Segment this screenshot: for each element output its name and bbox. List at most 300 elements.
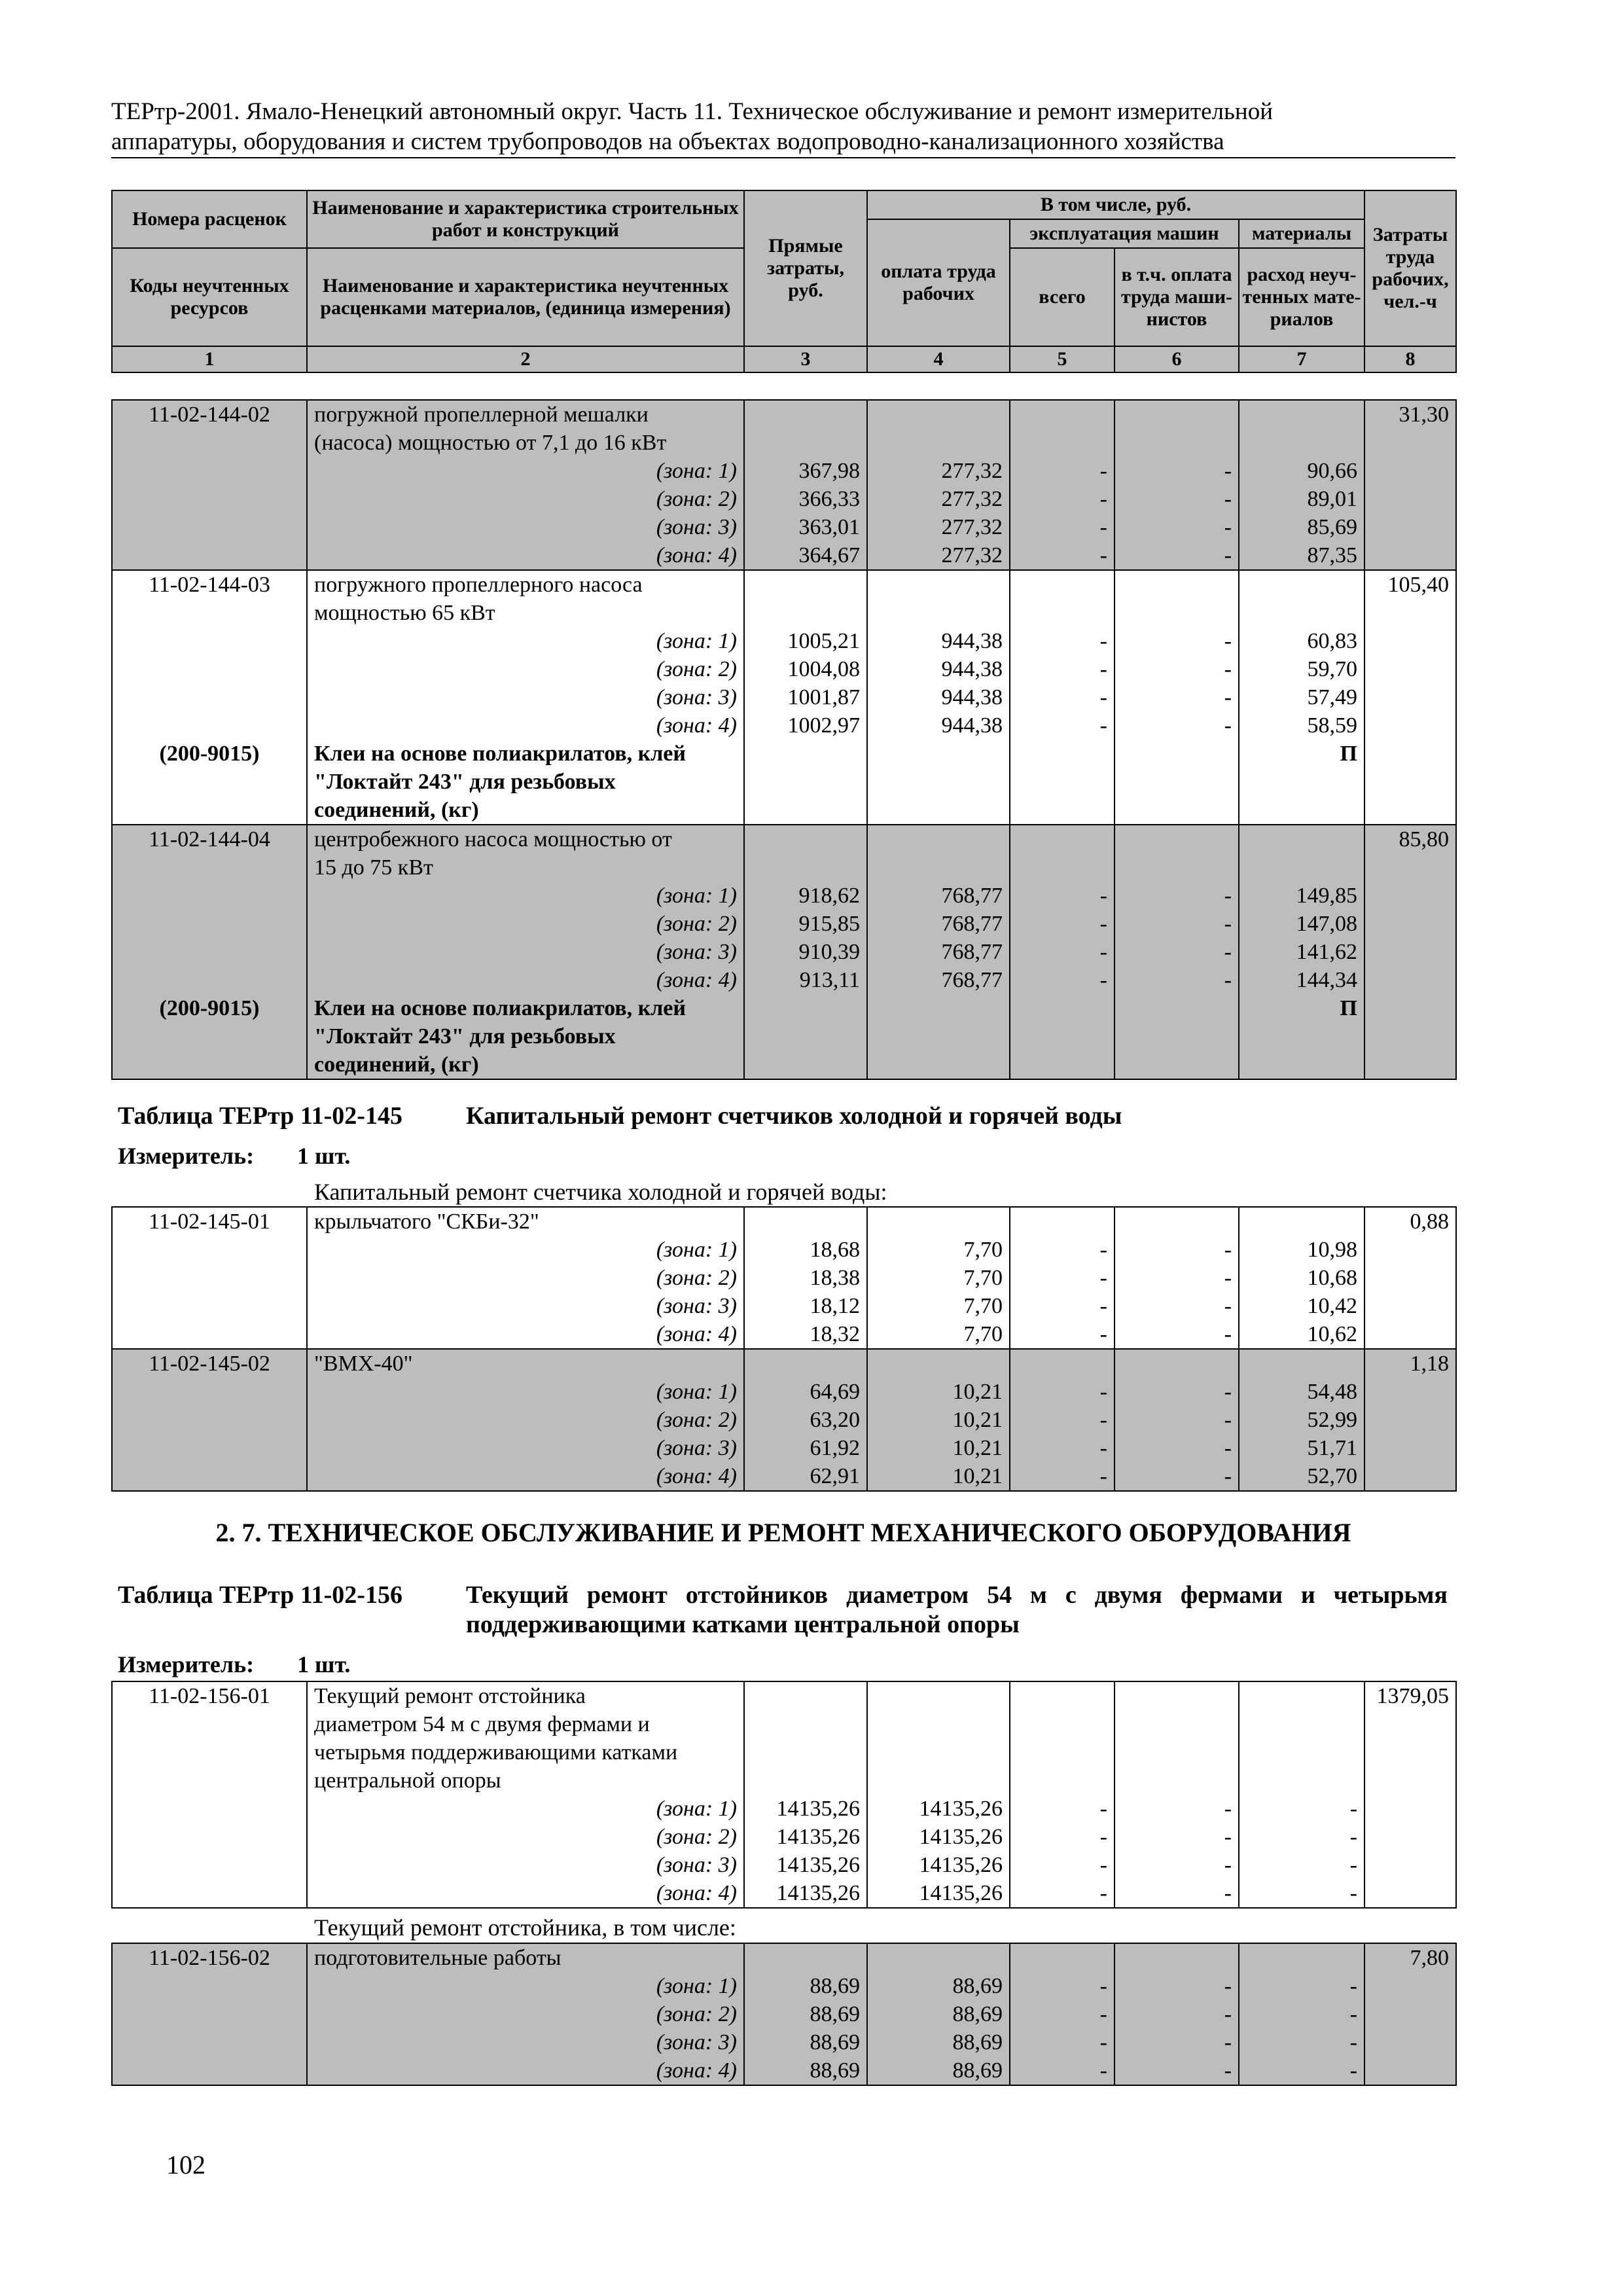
worker-wage: 277,32	[867, 485, 1010, 513]
col4-header: оплата труда рабочих	[867, 219, 1010, 346]
rate-name: центробежного насоса мощностью от	[307, 825, 744, 853]
materials-cost: 60,83	[1239, 627, 1364, 655]
table-row	[112, 1681, 1456, 1710]
machinist-wage: -	[1115, 655, 1239, 683]
col7-header: расход неуч-тенных мате-риалов	[1239, 248, 1364, 346]
zone-label: (зона: 1)	[307, 1795, 744, 1823]
col-number-6: 6	[1115, 346, 1239, 372]
machines-total: -	[1010, 1972, 1115, 2000]
materials-cost: 58,59	[1239, 711, 1364, 740]
zone-row	[112, 1462, 1456, 1491]
rate-code: 11-02-144-03	[112, 570, 307, 599]
machines-total: -	[1010, 1378, 1115, 1406]
zone-label: (зона: 3)	[307, 1851, 744, 1879]
table-row	[112, 1943, 1456, 1972]
rate-11-02-144-04	[112, 825, 1456, 1079]
table-row	[112, 400, 1456, 429]
worker-wage: 10,21	[867, 1406, 1010, 1434]
rate-name: подготовительные работы	[307, 1943, 744, 1972]
zone-label: (зона: 4)	[307, 966, 744, 994]
worker-wage: 768,77	[867, 938, 1010, 966]
direct-cost: 14135,26	[744, 1851, 867, 1879]
materials-cost: 144,34	[1239, 966, 1364, 994]
col2-top-header: Наименование и характеристика строительных работ и конструкций	[307, 190, 744, 248]
zone-row	[112, 1972, 1456, 2000]
zone-row	[112, 655, 1456, 683]
rate-name: мощностью 65 кВт	[307, 599, 744, 627]
materials-cost: -	[1239, 2000, 1364, 2028]
materials-cost: 52,99	[1239, 1406, 1364, 1434]
machinist-wage: -	[1115, 1264, 1239, 1292]
zone-label: (зона: 1)	[307, 882, 744, 910]
materials-cost: 57,49	[1239, 683, 1364, 711]
direct-cost: 367,98	[744, 457, 867, 485]
machines-total: -	[1010, 1851, 1115, 1879]
zone-row	[112, 2028, 1456, 2056]
rate-11-02-156-02	[112, 1943, 1456, 2085]
machines-total: -	[1010, 711, 1115, 740]
machinist-wage: -	[1115, 541, 1239, 570]
resource-row	[112, 768, 1456, 796]
table-row	[112, 1767, 1456, 1795]
rate-code: 11-02-156-01	[112, 1681, 307, 1710]
zone-label: (зона: 4)	[307, 711, 744, 740]
materials-cost: 85,69	[1239, 513, 1364, 541]
table-156-measure-label: Измеритель:	[118, 1651, 255, 1677]
table-145-measure-value: 1 шт.	[297, 1143, 351, 1169]
worker-wage: 768,77	[867, 882, 1010, 910]
worker-wage: 88,69	[867, 2056, 1010, 2085]
direct-cost: 62,91	[744, 1462, 867, 1491]
worker-wage: 14135,26	[867, 1823, 1010, 1851]
resource-name: "Локтайт 243" для резьбовых	[307, 768, 744, 796]
zone-row	[112, 1851, 1456, 1879]
worker-wage: 944,38	[867, 683, 1010, 711]
direct-cost: 915,85	[744, 910, 867, 938]
col-number-4: 4	[867, 346, 1010, 372]
col6-header: в т.ч. оплата труда маши-нистов	[1115, 248, 1239, 346]
materials-cost: -	[1239, 1795, 1364, 1823]
direct-cost: 88,69	[744, 1972, 867, 2000]
col8-header: Затраты труда рабочих, чел.-ч	[1364, 190, 1456, 346]
worker-wage: 88,69	[867, 2028, 1010, 2056]
materials-cost: 87,35	[1239, 541, 1364, 570]
machinist-wage: -	[1115, 1795, 1239, 1823]
labor-cost: 1,18	[1364, 1349, 1456, 1378]
direct-cost: 61,92	[744, 1434, 867, 1462]
machines-total: -	[1010, 2000, 1115, 2028]
labor-cost: 85,80	[1364, 825, 1456, 853]
machinist-wage: -	[1115, 1972, 1239, 2000]
machinist-wage: -	[1115, 1320, 1239, 1349]
materials-cost: -	[1239, 2028, 1364, 2056]
labor-cost: 7,80	[1364, 1943, 1456, 1972]
zone-row	[112, 2056, 1456, 2085]
zone-label: (зона: 1)	[307, 457, 744, 485]
table-156-measure-value: 1 шт.	[297, 1651, 351, 1677]
direct-cost: 14135,26	[744, 1823, 867, 1851]
machinist-wage: -	[1115, 457, 1239, 485]
col1-bottom-header: Коды неучтенных ресурсов	[112, 248, 307, 346]
worker-wage: 14135,26	[867, 1795, 1010, 1823]
group-header: В том числе, руб.	[867, 190, 1364, 219]
table-145-body	[111, 1206, 1457, 1492]
table-156-part-2	[111, 1943, 1457, 2086]
materials-cost: 54,48	[1239, 1378, 1364, 1406]
worker-wage: 768,77	[867, 966, 1010, 994]
machines-total: -	[1010, 1795, 1115, 1823]
zone-row	[112, 1795, 1456, 1823]
machinist-wage: -	[1115, 1406, 1239, 1434]
machinist-wage: -	[1115, 938, 1239, 966]
rate-name: центральной опоры	[307, 1767, 744, 1795]
labor-cost: 105,40	[1364, 570, 1456, 599]
machinist-wage: -	[1115, 1292, 1239, 1320]
direct-cost: 88,69	[744, 2056, 867, 2085]
machinist-wage: -	[1115, 910, 1239, 938]
zone-label: (зона: 1)	[307, 1378, 744, 1406]
machinist-wage: -	[1115, 1434, 1239, 1462]
direct-cost: 88,69	[744, 2028, 867, 2056]
zone-label: (зона: 4)	[307, 1879, 744, 1908]
direct-cost: 363,01	[744, 513, 867, 541]
zone-row	[112, 457, 1456, 485]
machinist-wage: -	[1115, 1462, 1239, 1491]
resource-code: (200-9015)	[112, 994, 307, 1022]
zone-row	[112, 1236, 1456, 1264]
col-number-8: 8	[1364, 346, 1456, 372]
zone-row	[112, 966, 1456, 994]
zone-row	[112, 1378, 1456, 1406]
zone-label: (зона: 1)	[307, 1236, 744, 1264]
table-row	[112, 1738, 1456, 1767]
running-header	[111, 97, 1453, 157]
zone-row	[112, 910, 1456, 938]
rate-11-02-145-01	[112, 1207, 1456, 1349]
resource-name: "Локтайт 243" для резьбовых	[307, 1022, 744, 1050]
direct-cost: 18,38	[744, 1264, 867, 1292]
table-156-caption-left: Таблица ТЕРтр 11-02-156	[118, 1581, 402, 1609]
resource-name: соединений, (кг)	[307, 796, 744, 825]
zone-label: (зона: 3)	[307, 683, 744, 711]
machinist-wage: -	[1115, 882, 1239, 910]
machines-total: -	[1010, 485, 1115, 513]
materials-cost: 10,68	[1239, 1264, 1364, 1292]
table-row	[112, 825, 1456, 853]
machines-total: -	[1010, 966, 1115, 994]
resource-name: Клеи на основе полиакрилатов, клей	[307, 740, 744, 768]
zone-label: (зона: 4)	[307, 1462, 744, 1491]
machinist-wage: -	[1115, 711, 1239, 740]
col3-header: Прямые затраты, руб.	[744, 190, 867, 346]
rate-name: диаметром 54 м с двумя фермами и	[307, 1710, 744, 1738]
machines-total: -	[1010, 1292, 1115, 1320]
rate-11-02-145-02	[112, 1349, 1456, 1491]
zone-row	[112, 1292, 1456, 1320]
machines-total: -	[1010, 910, 1115, 938]
direct-cost: 18,12	[744, 1292, 867, 1320]
direct-cost: 14135,26	[744, 1795, 867, 1823]
direct-cost: 918,62	[744, 882, 867, 910]
machines-total: -	[1010, 1320, 1115, 1349]
zone-label: (зона: 2)	[307, 1823, 744, 1851]
table-row	[112, 1207, 1456, 1236]
machinist-wage: -	[1115, 1851, 1239, 1879]
zone-row	[112, 2000, 1456, 2028]
labor-cost: 31,30	[1364, 400, 1456, 429]
rate-code: 11-02-156-02	[112, 1943, 307, 1972]
resource-mark: П	[1239, 994, 1364, 1022]
materials-cost: -	[1239, 1879, 1364, 1908]
zone-row	[112, 1823, 1456, 1851]
zone-row	[112, 683, 1456, 711]
materials-cost: -	[1239, 1823, 1364, 1851]
resource-row	[112, 1050, 1456, 1079]
resource-code: (200-9015)	[112, 740, 307, 768]
machinist-wage: -	[1115, 627, 1239, 655]
machines-total: -	[1010, 1879, 1115, 1908]
zone-row	[112, 1406, 1456, 1434]
rate-name: "ВМХ-40"	[307, 1349, 744, 1378]
header-rule	[111, 157, 1455, 158]
table-row	[112, 853, 1456, 882]
materials-cost: 147,08	[1239, 910, 1364, 938]
rate-name: Текущий ремонт отстойника	[307, 1681, 744, 1710]
header-line-2: аппаратуры, оборудования и систем трубопроводов на объектах водопроводно-канализационного хозяйства	[111, 128, 1224, 155]
materials-cost: -	[1239, 2056, 1364, 2085]
table-156-caption-right-line-1: Текущий ремонт отстойников диаметром 54 м с двумя фермами и четырьмя	[466, 1581, 1448, 1609]
direct-cost: 88,69	[744, 2000, 867, 2028]
materials-cost: 51,71	[1239, 1434, 1364, 1462]
rate-code: 11-02-145-01	[112, 1207, 307, 1236]
worker-wage: 7,70	[867, 1264, 1010, 1292]
machinist-wage: -	[1115, 2056, 1239, 2085]
machines-total: -	[1010, 2056, 1115, 2085]
machines-total: -	[1010, 1434, 1115, 1462]
rate-11-02-144-03	[112, 570, 1456, 825]
rate-name: погружного пропеллерного насоса	[307, 570, 744, 599]
col-number-7: 7	[1239, 346, 1364, 372]
rate-code: 11-02-144-04	[112, 825, 307, 853]
resource-name: Клеи на основе полиакрилатов, клей	[307, 994, 744, 1022]
materials-cost: 141,62	[1239, 938, 1364, 966]
table-row	[112, 429, 1456, 457]
worker-wage: 768,77	[867, 910, 1010, 938]
table-row	[112, 599, 1456, 627]
worker-wage: 14135,26	[867, 1851, 1010, 1879]
resource-row	[112, 994, 1456, 1022]
table-144-body	[111, 399, 1457, 1080]
direct-cost: 1001,87	[744, 683, 867, 711]
direct-cost: 1005,21	[744, 627, 867, 655]
direct-cost: 366,33	[744, 485, 867, 513]
worker-wage: 277,32	[867, 541, 1010, 570]
resource-row	[112, 796, 1456, 825]
col-number-3: 3	[744, 346, 867, 372]
materials-cost: 10,98	[1239, 1236, 1364, 1264]
machinist-wage: -	[1115, 1879, 1239, 1908]
rate-name: четырьмя поддерживающими катками	[307, 1738, 744, 1767]
rate-name: погружной пропеллерной мешалки	[307, 400, 744, 429]
worker-wage: 10,21	[867, 1462, 1010, 1491]
materials-cost: -	[1239, 1851, 1364, 1879]
zone-row	[112, 938, 1456, 966]
resource-mark: П	[1239, 740, 1364, 768]
materials-cost: 90,66	[1239, 457, 1364, 485]
machines-total: -	[1010, 457, 1115, 485]
resource-row	[112, 1022, 1456, 1050]
machinist-wage: -	[1115, 2000, 1239, 2028]
direct-cost: 1002,97	[744, 711, 867, 740]
materials-cost: 10,42	[1239, 1292, 1364, 1320]
col-number-5: 5	[1010, 346, 1115, 372]
column-header-table	[111, 190, 1457, 373]
machines-total: -	[1010, 627, 1115, 655]
machines-total: -	[1010, 938, 1115, 966]
col-number-2: 2	[307, 346, 744, 372]
table-row	[112, 570, 1456, 599]
machinist-wage: -	[1115, 2028, 1239, 2056]
table-156-subhead: Текущий ремонт отстойника, в том числе:	[314, 1914, 736, 1941]
worker-wage: 944,38	[867, 655, 1010, 683]
table-row	[112, 1349, 1456, 1378]
materials-cost: 89,01	[1239, 485, 1364, 513]
zone-row	[112, 1879, 1456, 1908]
machines-total: -	[1010, 1406, 1115, 1434]
table-145-caption-left: Таблица ТЕРтр 11-02-145	[118, 1102, 402, 1130]
machines-total: -	[1010, 882, 1115, 910]
machinist-wage: -	[1115, 1823, 1239, 1851]
direct-cost: 1004,08	[744, 655, 867, 683]
worker-wage: 10,21	[867, 1434, 1010, 1462]
zone-row	[112, 485, 1456, 513]
machines-total: -	[1010, 541, 1115, 570]
table-row	[112, 1710, 1456, 1738]
direct-cost: 63,20	[744, 1406, 867, 1434]
materials-cost: 10,62	[1239, 1320, 1364, 1349]
section-title: 2. 7. ТЕХНИЧЕСКОЕ ОБСЛУЖИВАНИЕ И РЕМОНТ МЕХАНИЧЕСКОГО ОБОРУДОВАНИЯ	[215, 1518, 1351, 1547]
zone-label: (зона: 2)	[307, 2000, 744, 2028]
rate-code: 11-02-145-02	[112, 1349, 307, 1378]
rate-11-02-156-01	[112, 1681, 1456, 1908]
machines-total: -	[1010, 1236, 1115, 1264]
page-number: 102	[166, 2150, 205, 2179]
machines-total: -	[1010, 655, 1115, 683]
zone-label: (зона: 4)	[307, 541, 744, 570]
worker-wage: 10,21	[867, 1378, 1010, 1406]
direct-cost: 64,69	[744, 1378, 867, 1406]
zone-label: (зона: 3)	[307, 513, 744, 541]
zone-label: (зона: 2)	[307, 485, 744, 513]
table-145-caption-right: Капитальный ремонт счетчиков холодной и горячей воды	[466, 1102, 1122, 1130]
rate-name: (насоса) мощностью от 7,1 до 16 кВт	[307, 429, 744, 457]
col2-bottom-header: Наименование и характеристика неучтенных расценками материалов, (единица измерения)	[307, 248, 744, 346]
direct-cost: 14135,26	[744, 1879, 867, 1908]
materials-header: материалы	[1239, 219, 1364, 248]
worker-wage: 14135,26	[867, 1879, 1010, 1908]
direct-cost: 910,39	[744, 938, 867, 966]
worker-wage: 944,38	[867, 711, 1010, 740]
zone-label: (зона: 3)	[307, 938, 744, 966]
machines-total: -	[1010, 2028, 1115, 2056]
zone-label: (зона: 2)	[307, 1406, 744, 1434]
zone-row	[112, 882, 1456, 910]
table-145-subhead: Капитальный ремонт счетчика холодной и горячей воды:	[314, 1179, 887, 1205]
materials-cost: 52,70	[1239, 1462, 1364, 1491]
machinist-wage: -	[1115, 1378, 1239, 1406]
worker-wage: 88,69	[867, 1972, 1010, 2000]
machinist-wage: -	[1115, 966, 1239, 994]
col-number-1: 1	[112, 346, 307, 372]
zone-label: (зона: 3)	[307, 1292, 744, 1320]
worker-wage: 7,70	[867, 1292, 1010, 1320]
col1-top-header: Номера расценок	[112, 190, 307, 248]
zone-label: (зона: 2)	[307, 910, 744, 938]
direct-cost: 364,67	[744, 541, 867, 570]
machines-header: эксплуатация машин	[1010, 219, 1239, 248]
materials-cost: -	[1239, 1972, 1364, 2000]
resource-name: соединений, (кг)	[307, 1050, 744, 1079]
machines-total: -	[1010, 513, 1115, 541]
zone-label: (зона: 2)	[307, 655, 744, 683]
rate-name: 15 до 75 кВт	[307, 853, 744, 882]
labor-cost: 1379,05	[1364, 1681, 1456, 1710]
machinist-wage: -	[1115, 1236, 1239, 1264]
zone-label: (зона: 4)	[307, 1320, 744, 1349]
machines-total: -	[1010, 1264, 1115, 1292]
machinist-wage: -	[1115, 485, 1239, 513]
machinist-wage: -	[1115, 513, 1239, 541]
direct-cost: 18,68	[744, 1236, 867, 1264]
zone-row	[112, 1320, 1456, 1349]
zone-label: (зона: 1)	[307, 627, 744, 655]
col5-header: всего	[1010, 248, 1115, 346]
machines-total: -	[1010, 1462, 1115, 1491]
rate-name: крыльчатого "СКБи-32"	[307, 1207, 744, 1236]
zone-label: (зона: 3)	[307, 1434, 744, 1462]
zone-label: (зона: 3)	[307, 2028, 744, 2056]
zone-label: (зона: 2)	[307, 1264, 744, 1292]
resource-row	[112, 740, 1456, 768]
machinist-wage: -	[1115, 683, 1239, 711]
zone-row	[112, 711, 1456, 740]
materials-cost: 149,85	[1239, 882, 1364, 910]
direct-cost: 18,32	[744, 1320, 867, 1349]
table-156-caption-right-line-2: поддерживающими катками центральной опоры	[466, 1611, 1020, 1638]
table-145-measure-label: Измеритель:	[118, 1143, 255, 1169]
direct-cost: 913,11	[744, 966, 867, 994]
machines-total: -	[1010, 683, 1115, 711]
header-line-1: ТЕРтр-2001. Ямало-Ненецкий автономный округ. Часть 11. Техническое обслуживание и ремонт измерительной	[111, 98, 1274, 125]
materials-cost: 59,70	[1239, 655, 1364, 683]
zone-label: (зона: 1)	[307, 1972, 744, 2000]
zone-row	[112, 1264, 1456, 1292]
worker-wage: 88,69	[867, 2000, 1010, 2028]
zone-row	[112, 513, 1456, 541]
labor-cost: 0,88	[1364, 1207, 1456, 1236]
zone-label: (зона: 4)	[307, 2056, 744, 2085]
worker-wage: 7,70	[867, 1320, 1010, 1349]
zone-row	[112, 627, 1456, 655]
rate-11-02-144-02	[112, 400, 1456, 570]
worker-wage: 277,32	[867, 513, 1010, 541]
table-156-part-1	[111, 1681, 1457, 1909]
rate-code: 11-02-144-02	[112, 400, 307, 429]
zone-row	[112, 541, 1456, 570]
worker-wage: 944,38	[867, 627, 1010, 655]
zone-row	[112, 1434, 1456, 1462]
worker-wage: 277,32	[867, 457, 1010, 485]
